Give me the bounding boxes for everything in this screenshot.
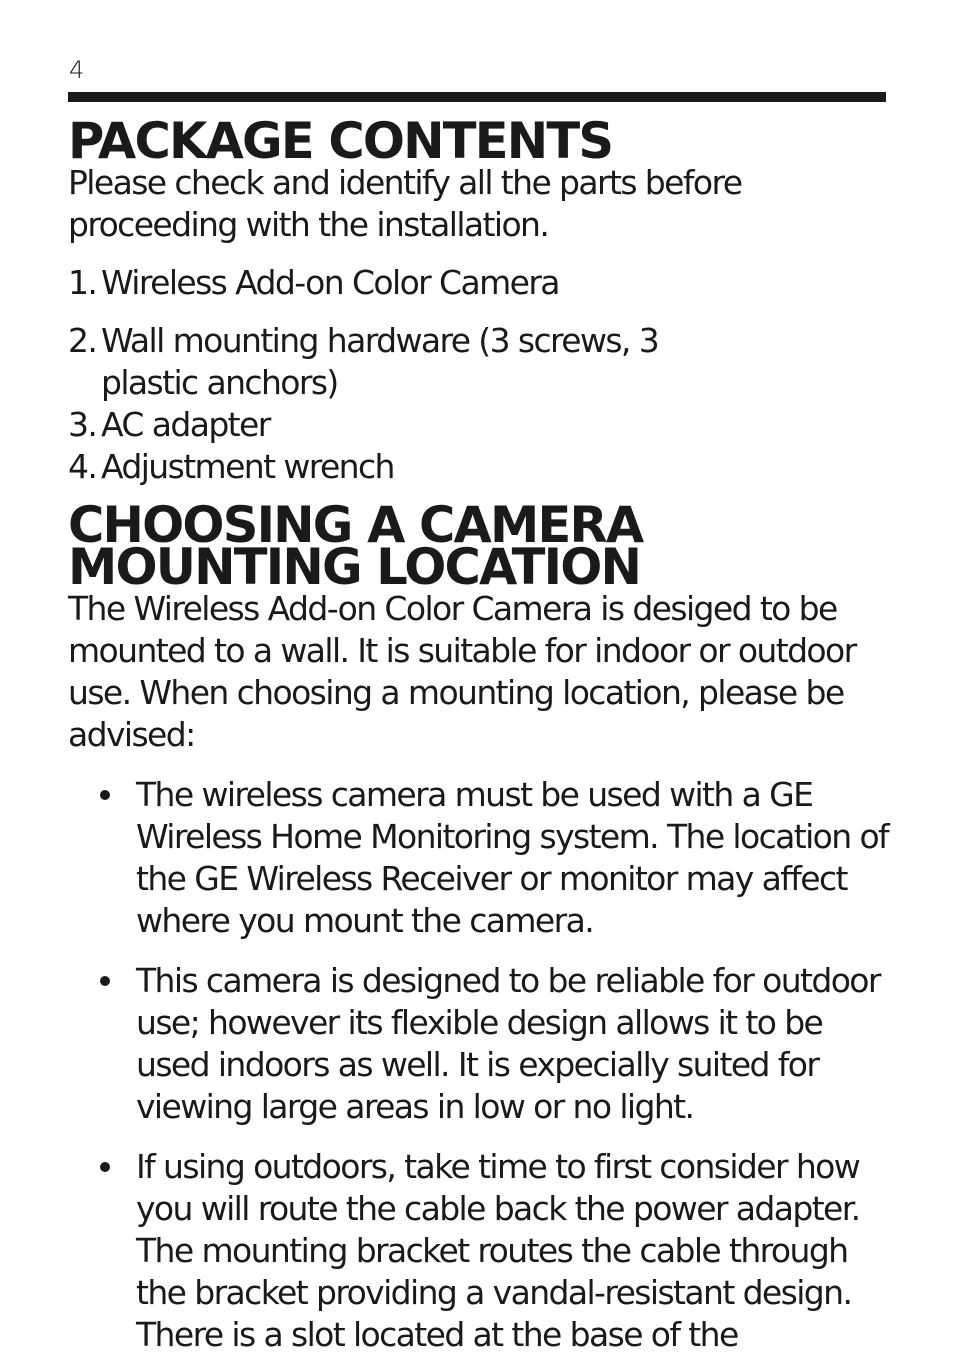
page-content — [68, 112, 898, 1356]
list-item-number: 4. — [68, 447, 97, 486]
bullet-text: The wireless camera must be used with a GE Wireless Home Monitoring system. The location of the GE Wireless Receiver or monitor may affect where you mount the camera. — [136, 775, 889, 940]
bullet-icon — [100, 1146, 136, 1356]
bullet-text: This camera is designed to be reliable for outdoor use; however its flexible design allows it to be used indoors as well. It is expecially suited for viewing large areas in low or no light. — [136, 961, 880, 1126]
page-number: 4 — [69, 56, 84, 84]
list-item-text: Wall mounting hardware (3 screws, 3 plastic anchors) — [101, 321, 659, 402]
list-item — [68, 262, 898, 304]
bullet-text: If using outdoors, take time to first consider how you will route the cable back the power adapter. The mounting bracket routes the cable through the bracket providing a vandal-resistant design. There is a slot located at the base of the — [136, 1147, 860, 1354]
package-contents-list — [68, 262, 898, 488]
mounting-location-intro: The Wireless Add-on Color Camera is desiged to be mounted to a wall. It is suitable for indoor or outdoor use. When choosing a mounting location, please be advised: — [68, 589, 856, 754]
bullet-item — [68, 1146, 898, 1356]
list-item-text: Adjustment wrench — [101, 447, 394, 486]
list-item-number: 2. — [68, 321, 97, 360]
package-contents-intro: Please check and identify all the parts before proceeding with the installation. — [68, 163, 742, 244]
list-item-text: AC adapter — [101, 405, 270, 444]
list-item-text: Wireless Add-on Color Camera — [101, 263, 559, 302]
mounting-advice-list — [68, 774, 898, 1356]
mounting-location-heading: CHOOSING A CAMERA MOUNTING LOCATION — [68, 496, 643, 596]
bullet-item — [68, 960, 898, 1128]
list-item-number: 3. — [68, 405, 97, 444]
list-item — [68, 404, 898, 446]
header-rule — [68, 92, 886, 102]
list-item — [68, 446, 898, 488]
package-contents-heading: PACKAGE CONTENTS — [68, 112, 613, 170]
bullet-icon — [100, 774, 136, 942]
bullet-icon — [100, 960, 136, 1128]
list-item — [68, 320, 898, 404]
list-item-number: 1. — [68, 263, 97, 302]
bullet-item — [68, 774, 898, 942]
